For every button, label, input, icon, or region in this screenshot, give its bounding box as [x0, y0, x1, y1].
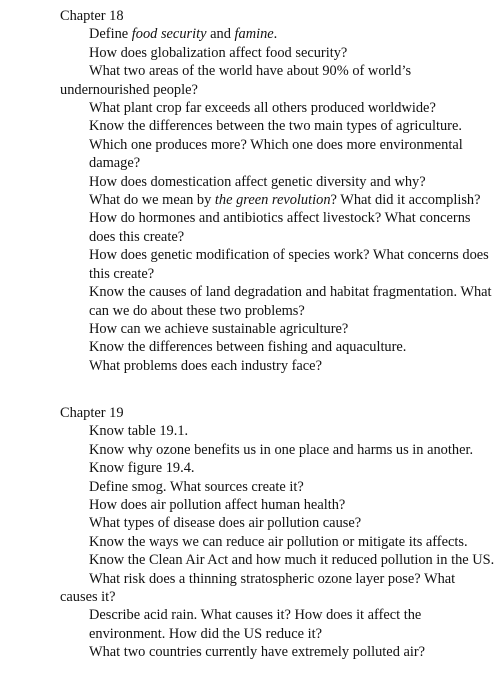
question-globalization: How does globalization affect food security?: [89, 44, 348, 61]
question-disease-types: What types of disease does air pollution cause?: [89, 515, 362, 532]
question-sustainable-agriculture: How can we achieve sustainable agriculture?: [89, 320, 349, 337]
term-green-revolution: the green revolution: [214, 192, 331, 209]
question-green-revolution: [60, 191, 496, 209]
question-genetic-modification: How does genetic modification of species work? What concerns does this create?: [89, 247, 489, 282]
question-domestication: How does domestication affect genetic diversity and why?: [89, 173, 426, 190]
question-text: .: [273, 26, 278, 43]
question-acid-rain: Describe acid rain. What causes it? How does it affect the environment. How did the US reduce it?: [89, 607, 422, 642]
term-famine: famine: [234, 26, 274, 43]
question-agriculture-types: Know the differences between the two main types of agriculture. Which one produces more? Which one does more environmental damage?: [89, 118, 463, 172]
chapter-18-title: Chapter 18: [60, 8, 124, 24]
question-define-smog: Define smog. What sources create it?: [89, 478, 304, 495]
question-plant-crop: What plant crop far exceeds all others produced worldwide?: [89, 100, 436, 117]
question-hormones-antibiotics: How do hormones and antibiotics affect livestock? What concerns does this create?: [89, 210, 471, 245]
question-ozone-layer-risk: What risk does a thinning stratospheric ozone layer pose? What causes it?: [60, 570, 456, 606]
question-text: What do we mean by: [89, 192, 215, 209]
question-industry-problems: What problems does each industry face?: [89, 357, 322, 374]
question-ozone-benefits: Know why ozone benefits us in one place and harms us in another.: [89, 441, 474, 458]
question-define-food-security: [60, 25, 496, 43]
question-table-19-1: Know table 19.1.: [89, 423, 189, 440]
question-polluted-countries: What two countries currently have extremely polluted air?: [89, 644, 426, 661]
question-air-pollution-health: How does air pollution affect human health?: [89, 497, 346, 514]
question-figure-19-4: Know figure 19.4.: [89, 460, 195, 477]
chapter-18-section: [60, 7, 496, 375]
chapter-19-section: [60, 404, 496, 662]
question-land-degradation: Know the causes of land degradation and habitat fragmentation. What can we do about these two problems?: [89, 284, 492, 319]
question-text: Define: [89, 26, 132, 43]
question-text: and: [206, 26, 235, 43]
question-fishing-aquaculture: Know the differences between fishing and aquaculture.: [89, 339, 407, 356]
chapter-19-title: Chapter 19: [60, 405, 124, 421]
question-text: ? What did it accomplish?: [330, 192, 481, 209]
question-undernourished-areas: What two areas of the world have about 90% of world’s undernourished people?: [60, 63, 412, 98]
question-reduce-air-pollution: Know the ways we can reduce air pollution or mitigate its affects.: [89, 533, 468, 550]
question-clean-air-act: Know the Clean Air Act and how much it reduced pollution in the US.: [89, 552, 495, 569]
term-food-security: food security: [131, 26, 207, 43]
